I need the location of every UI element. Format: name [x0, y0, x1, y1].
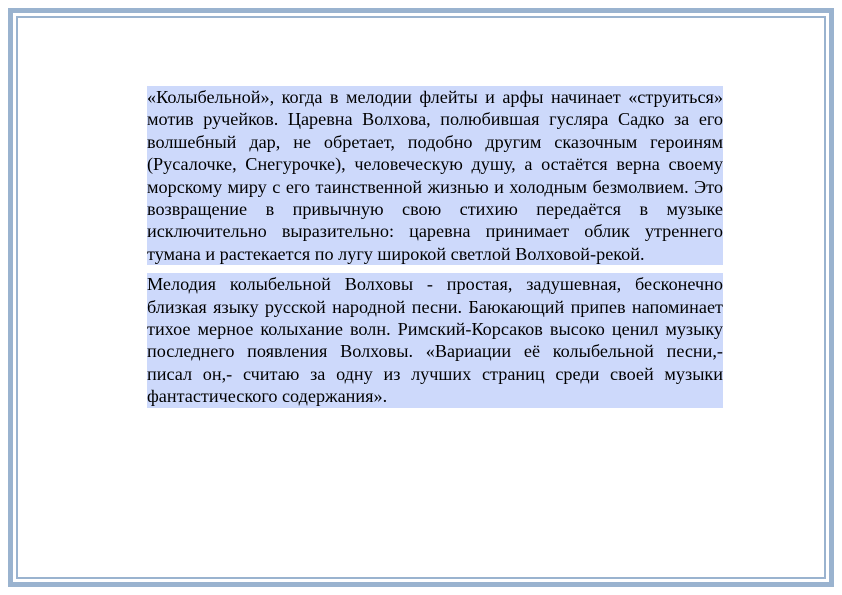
paragraph-1: «Колыбельной», когда в мелодии флейты и арфы начинает «струиться» мотив ручейков. Царевна Волхова, полюбившая гусляра Садко за его волшебный дар, не обретает, подобно другим сказочным героиням (Русалочке, Снегурочке), человеческую душу, а остаётся верна своему морскому миру с его таинственной жизнью и холодным безмолвием. Это возвращение в привычную свою стихию передаётся в музыке исключительно выразительно: царевна принимает облик утреннего тумана и растекается по лугу широкой светлой Волховой-рекой.: [147, 87, 723, 264]
paragraph-2: Мелодия колыбельной Волховы - простая, задушевная, бесконечно близкая языку русской народной песни. Баюкающий припев напоминает тихое мерное колыхание волн. Римский-Корсаков высоко ценил музыку последнего появления Волховы. «Вариации её колыбельной песни,- писал он,- считаю за одну из лучших страниц среди своей музыки фантастического содержания».: [147, 274, 723, 407]
text-block: [147, 86, 723, 408]
